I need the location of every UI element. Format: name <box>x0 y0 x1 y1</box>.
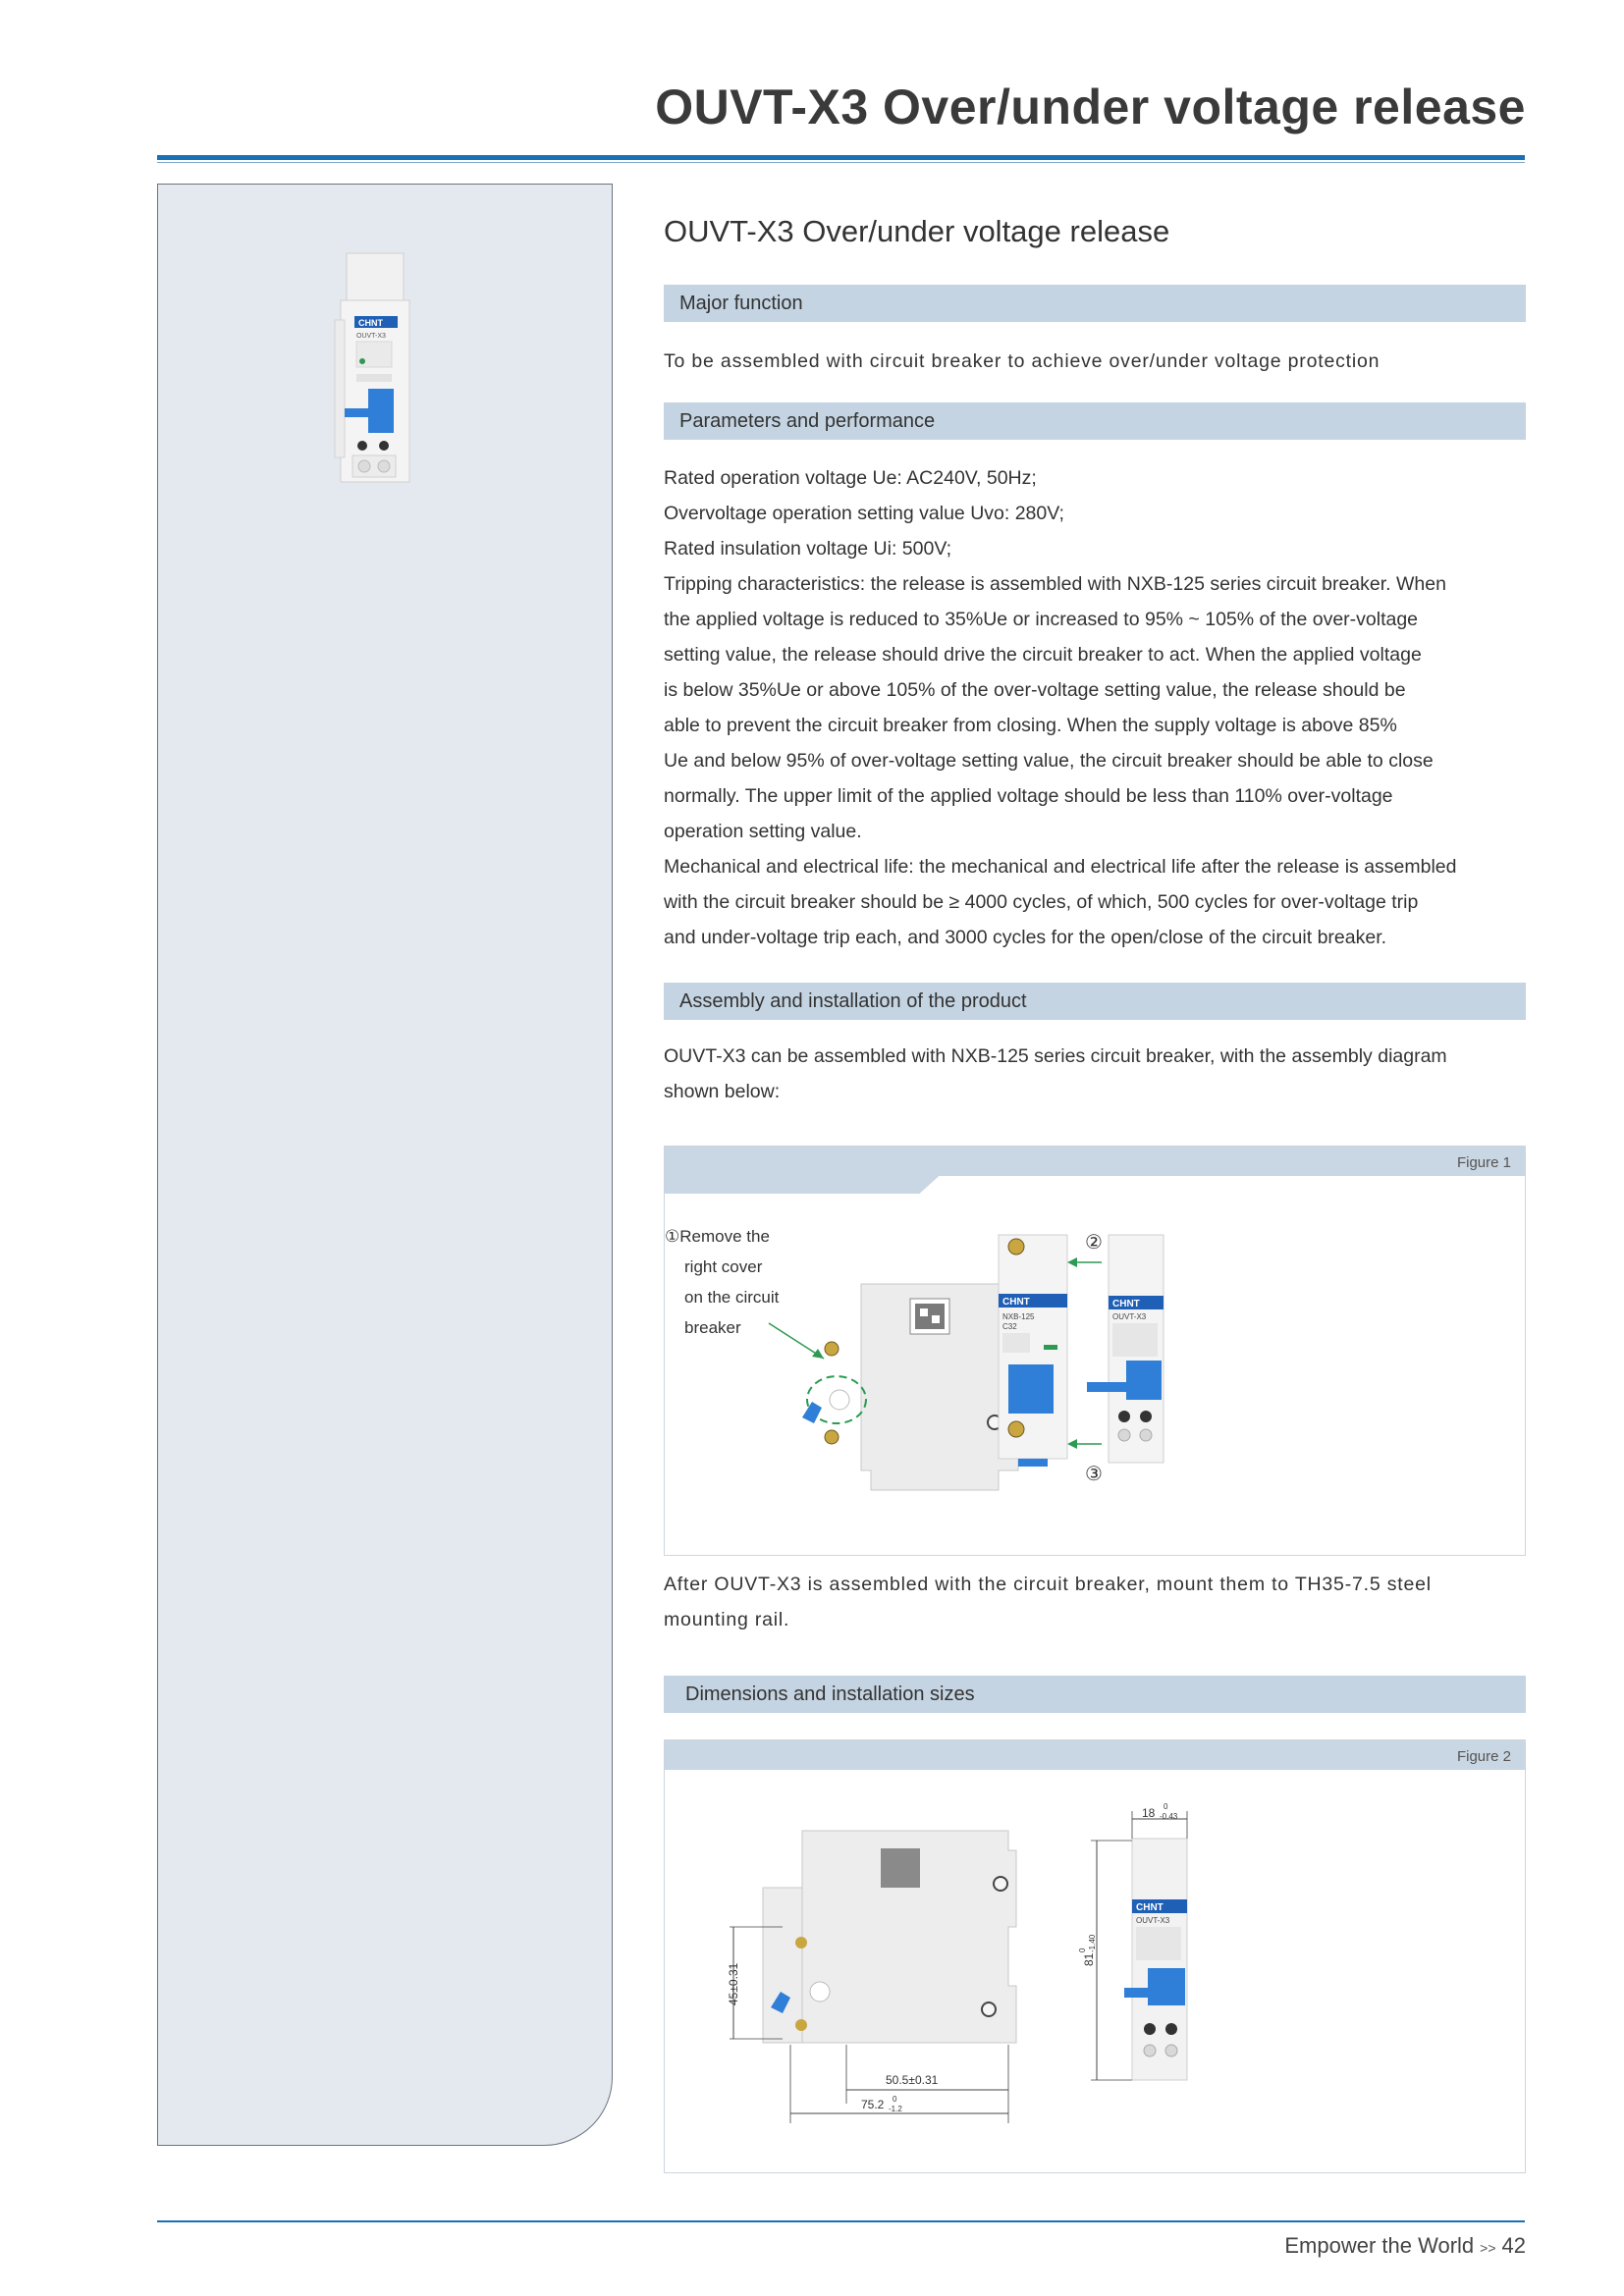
text-line: Tripping characteristics: the release is assembled with NXB-125 series circuit breaker. When <box>664 573 1446 595</box>
figure-header <box>665 1740 1525 1789</box>
breaker-front-view <box>999 1235 1067 1467</box>
text-line: normally. The upper limit of the applied voltage should be less than 110% over-voltage <box>664 785 1393 807</box>
footer <box>1284 2233 1526 2259</box>
svg-text:-1.2: -1.2 <box>889 2105 902 2113</box>
svg-text:NXB-125: NXB-125 <box>1002 1312 1035 1321</box>
section-parameters <box>664 402 1526 440</box>
assembly-text <box>664 1039 1526 1109</box>
title-rule-thin <box>157 162 1525 163</box>
figure-label: Figure 1 <box>1456 1154 1511 1171</box>
dimension-diagram <box>665 1789 1527 2174</box>
breaker-side-view <box>802 1284 1028 1490</box>
product-subtitle: OUVT-X3 Over/under voltage release <box>664 214 1170 248</box>
svg-text:-0.43: -0.43 <box>1160 1812 1178 1821</box>
svg-text:0: 0 <box>1164 1802 1168 1811</box>
text-line: Overvoltage operation setting value Uvo: 280V; <box>664 503 1064 524</box>
section-dimensions <box>664 1676 1526 1713</box>
section-heading: Dimensions and installation sizes <box>685 1683 975 1705</box>
text-line: Rated insulation voltage Ui: 500V; <box>664 538 952 560</box>
section-assembly <box>664 983 1526 1020</box>
page-number: 42 <box>1501 2233 1526 2258</box>
svg-text:CHNT: CHNT <box>1136 1902 1164 1913</box>
svg-text:OUVT-X3: OUVT-X3 <box>1136 1916 1170 1925</box>
svg-text:C32: C32 <box>1002 1322 1017 1331</box>
section-major-function <box>664 285 1526 322</box>
text-line: operation setting value. <box>664 821 862 842</box>
terminal-screw <box>379 441 389 451</box>
text-line: mounting rail. <box>664 1609 790 1630</box>
model-text: OUVT-X3 <box>356 333 386 340</box>
step-2-marker: ② <box>1085 1230 1103 1254</box>
text-line: After OUVT-X3 is assembled with the circuit breaker, mount them to TH35-7.5 steel <box>664 1574 1432 1595</box>
terminal-screw <box>357 441 367 451</box>
figure-1 <box>664 1146 1526 1556</box>
product-photo <box>325 251 423 487</box>
text-line: Ue and below 95% of over-voltage setting value, the circuit breaker should be able to close <box>664 750 1434 772</box>
text-line: the applied voltage is reduced to 35%Ue or increased to 95% ~ 105% of the over-voltage <box>664 609 1419 630</box>
title-rule <box>157 155 1525 160</box>
parameters-text <box>664 460 1526 955</box>
text-line: setting value, the release should drive the circuit breaker to act. When the applied voltage <box>664 644 1422 666</box>
module-top-cap <box>347 253 404 302</box>
text-line: Rated operation voltage Ue: AC240V, 50Hz; <box>664 467 1037 489</box>
dim-depth-outer: 75.2 <box>861 2098 885 2111</box>
footer-rule <box>157 2220 1525 2222</box>
svg-text:0: 0 <box>1078 1948 1087 1952</box>
svg-text:-1.40: -1.40 <box>1088 1934 1097 1952</box>
step-1-text: ①Remove the right cover on the circuit breaker <box>665 1227 780 1337</box>
major-function-text <box>664 344 1526 379</box>
text-line: OUVT-X3 can be assembled with NXB-125 series circuit breaker, with the assembly diagram <box>664 1045 1447 1067</box>
brand-logo: CHNT <box>358 318 383 328</box>
release-module-view <box>1087 1235 1164 1463</box>
assembly-diagram <box>665 1196 1527 1557</box>
text-line: Mechanical and electrical life: the mechanical and electrical life after the release is assembled <box>664 856 1457 878</box>
svg-text:0: 0 <box>893 2095 897 2104</box>
text-line: and under-voltage trip each, and 3000 cycles for the open/close of the circuit breaker. <box>664 927 1387 948</box>
text-line: able to prevent the circuit breaker from closing. When the supply voltage is above 85% <box>664 715 1397 736</box>
section-heading: Assembly and installation of the product <box>679 990 1027 1012</box>
svg-text:CHNT: CHNT <box>1002 1297 1030 1308</box>
dim-height-left: 45±0.31 <box>727 1962 740 2005</box>
footer-arrows: >> <box>1480 2240 1496 2256</box>
after-assembly-text <box>664 1567 1526 1637</box>
page-title: OUVT-X3 Over/under voltage release <box>655 80 1526 134</box>
text-line: is below 35%Ue or above 105% of the over-voltage setting value, the release should be <box>664 679 1406 701</box>
svg-text:CHNT: CHNT <box>1112 1299 1140 1309</box>
step-3-marker: ③ <box>1085 1462 1103 1485</box>
svg-text:OUVT-X3: OUVT-X3 <box>1112 1312 1147 1321</box>
figure-2 <box>664 1739 1526 2173</box>
section-heading: Parameters and performance <box>679 410 936 432</box>
text-line: To be assembled with circuit breaker to achieve over/under voltage protection <box>664 350 1380 372</box>
figure-header <box>665 1147 1525 1196</box>
dim-height-right: 81 <box>1082 1952 1096 1966</box>
figure-label: Figure 2 <box>1456 1748 1511 1765</box>
section-heading: Major function <box>679 293 803 314</box>
product-image-panel <box>157 184 613 2146</box>
dim-width: 18 <box>1142 1806 1156 1820</box>
text-line: with the circuit breaker should be ≥ 4000 cycles, of which, 500 cycles for over-voltage trip <box>664 891 1419 913</box>
footer-slogan: Empower the World <box>1284 2233 1475 2258</box>
dim-depth-inner: 50.5±0.31 <box>886 2073 939 2087</box>
text-line: shown below: <box>664 1081 781 1102</box>
